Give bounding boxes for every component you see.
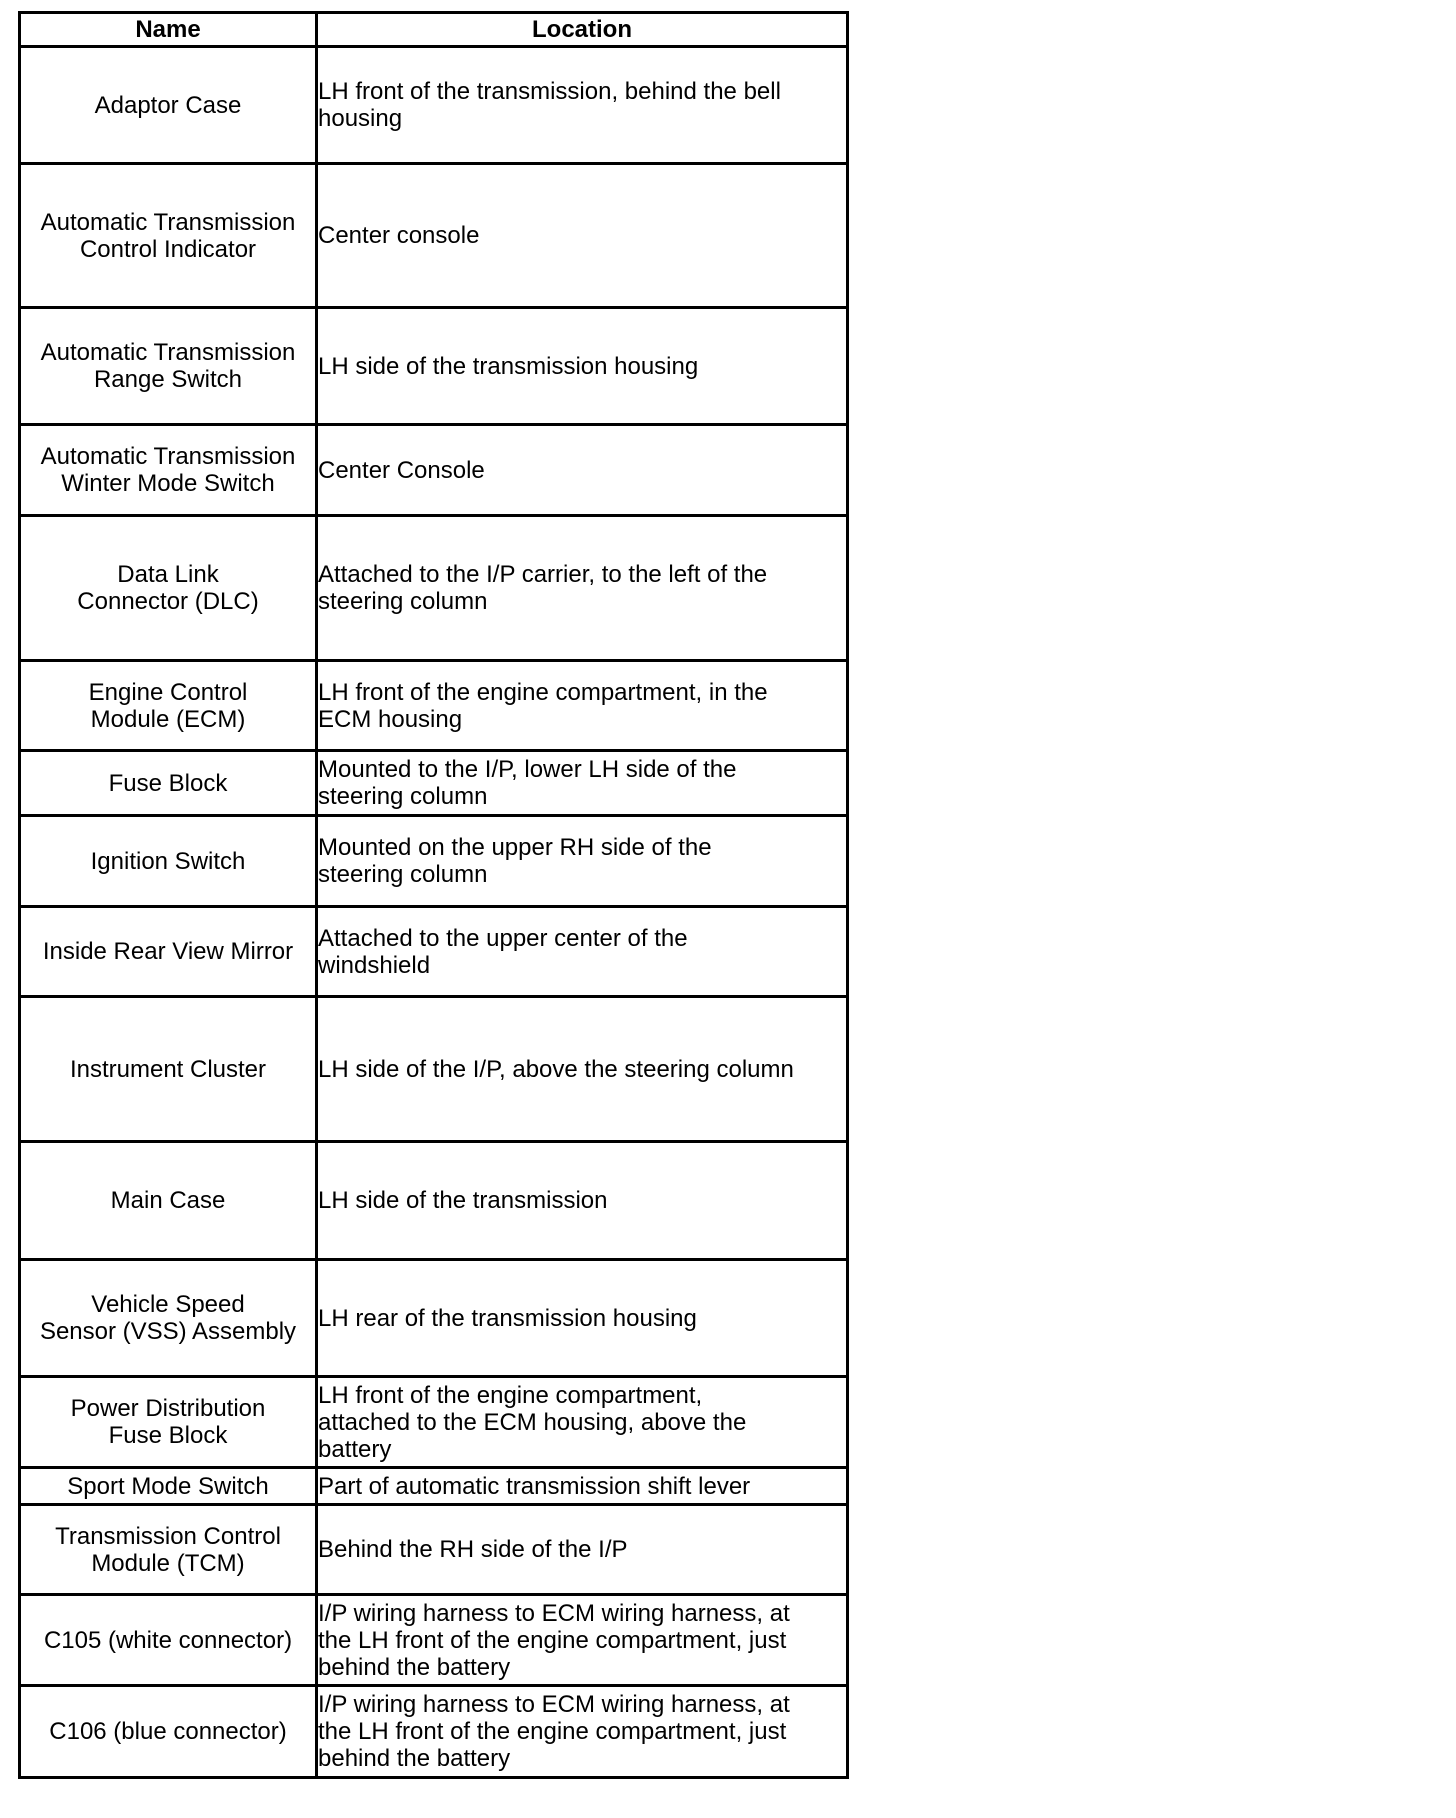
component-name-cell — [20, 164, 317, 308]
component-name: C106 (blue connector) — [49, 1718, 287, 1745]
component-location-cell — [317, 1468, 848, 1505]
component-name-cell — [20, 907, 317, 997]
component-location: I/P wiring harness to ECM wiring harness, at the LH front of the engine compartment, just behind the battery — [318, 1691, 790, 1772]
component-name-cell — [20, 751, 317, 816]
component-location: LH side of the transmission — [318, 1187, 608, 1214]
component-name-cell — [20, 997, 317, 1142]
component-location-cell — [317, 1686, 848, 1778]
component-name: Automatic Transmission Winter Mode Switch — [40, 443, 296, 497]
component-location: Attached to the upper center of the windshield — [318, 924, 688, 979]
table-row — [20, 1260, 848, 1377]
table-row — [20, 47, 848, 164]
component-name-cell — [20, 1260, 317, 1377]
component-location: LH side of the transmission housing — [318, 352, 699, 380]
component-location: Behind the RH side of the I/P — [318, 1536, 628, 1563]
component-location-cell — [317, 516, 848, 661]
component-location: Center Console — [318, 456, 485, 484]
component-name: Data Link Connector (DLC) — [77, 561, 259, 615]
component-location-cell — [317, 1377, 848, 1468]
component-location: LH front of the engine compartment, attached to the ECM housing, above the battery — [318, 1381, 747, 1463]
component-location: LH side of the I/P, above the steering column — [318, 1055, 794, 1083]
component-name-cell — [20, 308, 317, 425]
component-name-cell — [20, 425, 317, 516]
component-name-cell — [20, 661, 317, 751]
table-row — [20, 907, 848, 997]
component-location-cell — [317, 308, 848, 425]
table-row — [20, 1468, 848, 1505]
table-row — [20, 1142, 848, 1260]
component-name-cell — [20, 1505, 317, 1595]
header-location: Location — [317, 13, 848, 47]
component-name-cell — [20, 1142, 317, 1260]
table-row — [20, 1686, 848, 1778]
component-name: Engine Control Module (ECM) — [88, 678, 248, 733]
table-body — [20, 47, 848, 1778]
component-name: Vehicle Speed Sensor (VSS) Assembly — [39, 1291, 297, 1345]
component-name: Automatic Transmission Control Indicator — [40, 208, 296, 263]
component-location-table — [18, 11, 849, 1779]
component-location-table-wrapper — [18, 11, 846, 1779]
component-location-cell — [317, 1260, 848, 1377]
component-location: Center console — [318, 222, 480, 249]
component-location-cell — [317, 1505, 848, 1595]
header-row — [20, 13, 848, 47]
component-name-cell — [20, 1595, 317, 1686]
component-location-cell — [317, 661, 848, 751]
table-row — [20, 816, 848, 907]
component-name-cell — [20, 1377, 317, 1468]
table-row — [20, 164, 848, 308]
table-row — [20, 661, 848, 751]
table-row — [20, 1595, 848, 1686]
component-name: C105 (white connector) — [43, 1626, 293, 1654]
table-row — [20, 425, 848, 516]
component-location-cell — [317, 816, 848, 907]
component-location-cell — [317, 997, 848, 1142]
component-name: Automatic Transmission Range Switch — [40, 339, 296, 393]
component-name: Adaptor Case — [94, 91, 242, 119]
component-location-cell — [317, 1142, 848, 1260]
table-row — [20, 1505, 848, 1595]
component-location: Mounted to the I/P, lower LH side of the steering column — [318, 756, 737, 810]
table-row — [20, 308, 848, 425]
component-name: Instrument Cluster — [69, 1055, 267, 1083]
component-location: LH front of the transmission, behind the bell housing — [318, 78, 781, 132]
component-name-cell — [20, 816, 317, 907]
table-row — [20, 1377, 848, 1468]
component-location: LH rear of the transmission housing — [318, 1304, 697, 1332]
table-row — [20, 997, 848, 1142]
component-name: Main Case — [110, 1187, 226, 1214]
component-location-cell — [317, 751, 848, 816]
component-name-cell — [20, 516, 317, 661]
component-location: Mounted on the upper RH side of the steering column — [318, 834, 712, 888]
table-row — [20, 751, 848, 816]
component-name: Transmission Control Module (TCM) — [55, 1522, 281, 1577]
component-location-cell — [317, 907, 848, 997]
component-location-cell — [317, 1595, 848, 1686]
table-row — [20, 516, 848, 661]
header-name: Name — [20, 13, 317, 47]
component-name-cell — [20, 1686, 317, 1778]
component-name-cell — [20, 47, 317, 164]
component-location: LH front of the engine compartment, in the ECM housing — [318, 678, 768, 733]
component-name: Sport Mode Switch — [67, 1472, 269, 1500]
component-location: I/P wiring harness to ECM wiring harness, at the LH front of the engine compartment, just behind the battery — [318, 1599, 790, 1681]
component-name: Power Distribution Fuse Block — [70, 1395, 266, 1449]
component-location-cell — [317, 164, 848, 308]
component-location-cell — [317, 425, 848, 516]
component-name: Fuse Block — [108, 769, 228, 797]
component-name-cell — [20, 1468, 317, 1505]
component-location-cell — [317, 47, 848, 164]
component-name: Ignition Switch — [90, 847, 246, 875]
component-location: Part of automatic transmission shift lever — [318, 1472, 751, 1500]
component-location: Attached to the I/P carrier, to the left of the steering column — [318, 561, 768, 615]
component-name: Inside Rear View Mirror — [42, 938, 294, 965]
